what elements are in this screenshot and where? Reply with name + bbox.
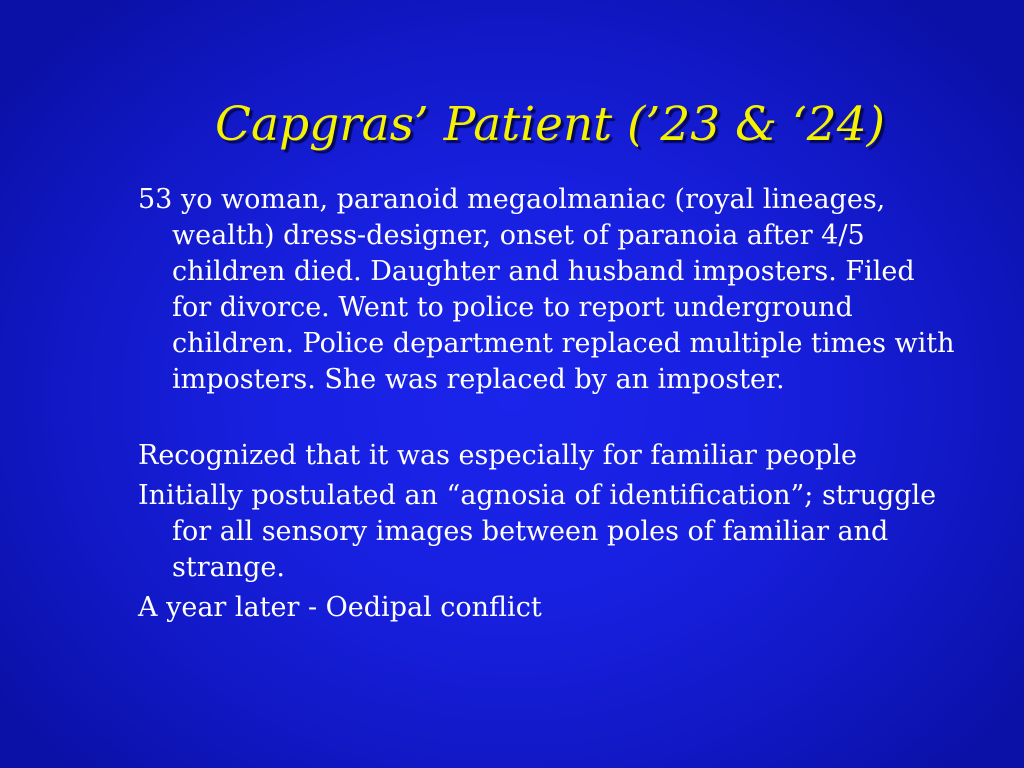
- paragraph-familiar-people: Recognized that it was especially for familiar people: [138, 440, 857, 471]
- paragraph-oedipal-conflict: A year later - Oedipal conflict: [138, 592, 542, 623]
- paragraph-patient-description: 53 yo woman, paranoid megaolmaniac (royal lineages, wealth) dress-designer, onset of paranoia after 4/5 children died. Daughter and husband imposters. Filed for divorce. Went to police to report underground children. Police department replaced multiple times with imposters. She was replaced by an imposter.: [138, 184, 955, 395]
- paragraph-spacer: [138, 398, 958, 438]
- slide-body: [138, 182, 958, 626]
- paragraph-agnosia: Initially postulated an “agnosia of identification”; struggle for all sensory images between poles of familiar and strange.: [138, 480, 937, 583]
- slide-title: Capgras’ Patient (’23 & ‘24): [215, 97, 885, 152]
